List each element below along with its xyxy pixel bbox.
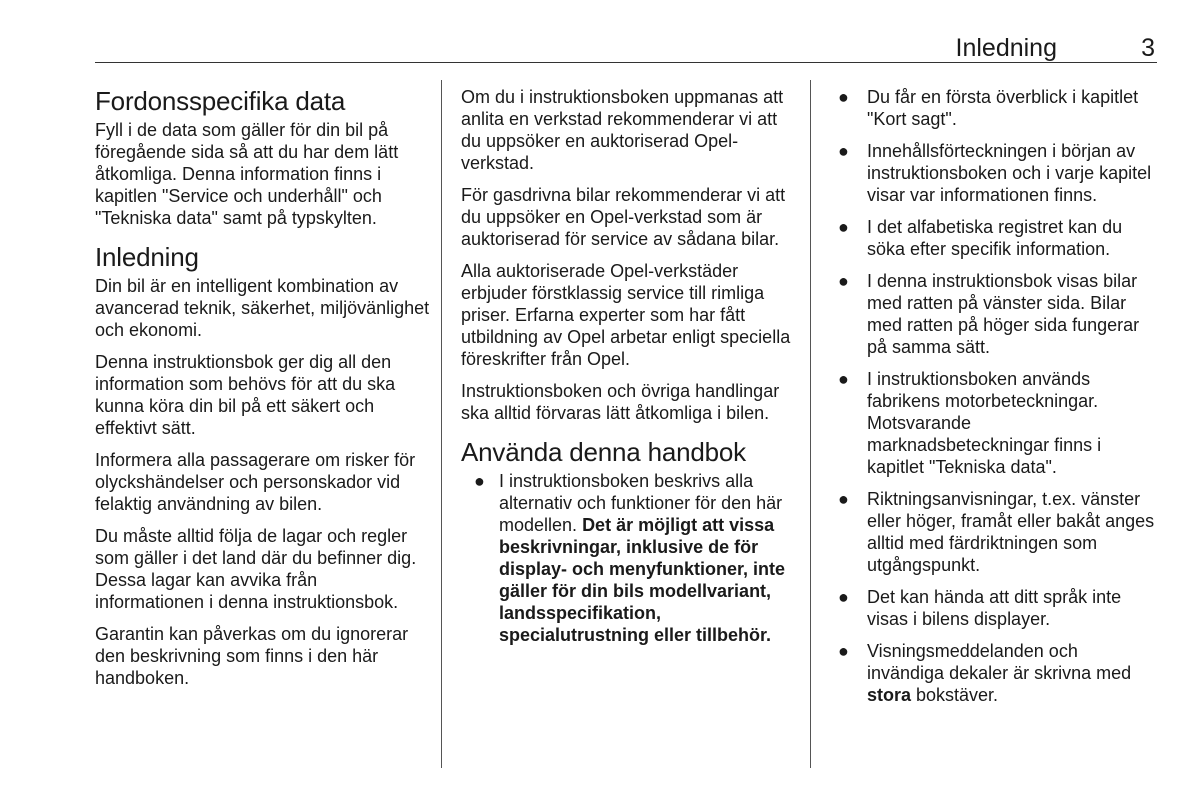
paragraph: Informera alla passagerare om risker för olyckshändelser och personskador vid felaktig användning av bilen. (95, 450, 416, 514)
list-item-bold-text: Det är möjligt att vissa beskrivningar, inklusive de för display- och menyfunktioner, inte gäller för din bils modellvariant, landsspecifikation, specialutrustning eller tillbehör. (499, 515, 786, 645)
column-3 (836, 86, 1158, 716)
list-item-text: Innehållsförteckningen i början av instruktionsboken och i varje kapitel visar var informationen finns. (867, 141, 1152, 205)
list-item-text: Du får en första överblick i kapitlet "Kort sagt". (867, 87, 1139, 129)
column-2 (461, 86, 797, 656)
list-item (836, 640, 1158, 706)
list-item (836, 586, 1158, 630)
paragraph: Denna instruktionsbok ger dig all den information som behövs för att du ska kunna köra din bil på ett säkert och effektivt sätt. (95, 352, 396, 438)
bullet-list (836, 86, 1158, 706)
list-item (461, 470, 797, 646)
list-item-text: I instruktionsboken beskrivs alla alternativ och funktioner för den här modellen. (499, 471, 783, 535)
bullet-icon: ● (838, 87, 849, 107)
list-item-text: I instruktionsboken används fabrikens motorbeteckningar. Motsvarande marknadsbeteckningar finns i kapitlet "Tekniska data". (867, 369, 1102, 477)
list-item-bold-text: stora (867, 685, 912, 705)
page-header (95, 26, 1157, 63)
bullet-icon: ● (838, 489, 849, 509)
list-item (836, 270, 1158, 358)
list-item-text: Det kan hända att ditt språk inte visas i bilens displayer. (867, 587, 1122, 629)
paragraph: Din bil är en intelligent kombination av avancerad teknik, säkerhet, miljövänlighet och ekonomi. (95, 276, 430, 340)
list-item-text: I denna instruktionsbok visas bilar med ratten på vänster sida. Bilar med ratten på höger sida fungerar på samma sätt. (867, 271, 1140, 357)
column-divider-1 (441, 80, 442, 768)
list-item (836, 488, 1158, 576)
list-item (836, 216, 1158, 260)
list-item-text: I det alfabetiska registret kan du söka efter specifik information. (867, 217, 1123, 259)
section-heading-fordonsspecifika: Fordonsspecifika data (95, 86, 346, 116)
paragraph: Instruktionsboken och övriga handlingar ska alltid förvaras lätt åtkomliga i bilen. (461, 381, 780, 423)
paragraph: Alla auktoriserade Opel-verkstäder erbjuder förstklassig service till rimliga priser. Erfarna experter som har fått utbildning av Opel arbetar enligt speciella föreskrifter från Opel. (461, 261, 791, 369)
paragraph: Fyll i de data som gäller för din bil på föregående sida så att du har dem lätt åtkomliga. Denna information finns i kapitlen "Service och underhåll" och "Tekniska data" samt på typskylten. (95, 120, 399, 228)
bullet-icon: ● (838, 141, 849, 161)
page-number: 3 (1141, 34, 1155, 62)
header-title: Inledning (955, 34, 1057, 62)
bullet-icon: ● (838, 587, 849, 607)
list-item-text: Visningsmeddelanden och invändiga dekaler är skrivna med (867, 641, 1132, 683)
column-1 (95, 86, 431, 699)
bullet-icon: ● (838, 271, 849, 291)
bullet-list (461, 470, 797, 646)
list-item (836, 86, 1158, 130)
section-heading-inledning: Inledning (95, 242, 199, 272)
bullet-icon: ● (838, 641, 849, 661)
bullet-icon: ● (474, 471, 485, 491)
paragraph: För gasdrivna bilar rekommenderar vi att du uppsöker en Opel-verkstad som är auktoriserad för service av sådana bilar. (461, 185, 786, 249)
bullet-icon: ● (838, 369, 849, 389)
list-item-text-end: bokstäver. (911, 685, 999, 705)
bullet-icon: ● (838, 217, 849, 237)
list-item-text: Riktningsanvisningar, t.ex. vänster eller höger, framåt eller bakåt anges alltid med färdriktningen som utgångspunkt. (867, 489, 1155, 575)
list-item (836, 368, 1158, 478)
section-heading-anvanda: Använda denna handbok (461, 437, 746, 467)
column-divider-2 (810, 80, 811, 768)
paragraph: Garantin kan påverkas om du ignorerar den beskrivning som finns i den här handboken. (95, 624, 409, 688)
paragraph: Om du i instruktionsboken uppmanas att anlita en verkstad rekommenderar vi att du uppsöker en auktoriserad Opel-verkstad. (461, 87, 784, 173)
paragraph: Du måste alltid följa de lagar och regler som gäller i det land där du befinner dig. Dessa lagar kan avvika från informationen i denna instruktionsbok. (95, 526, 417, 612)
list-item (836, 140, 1158, 206)
